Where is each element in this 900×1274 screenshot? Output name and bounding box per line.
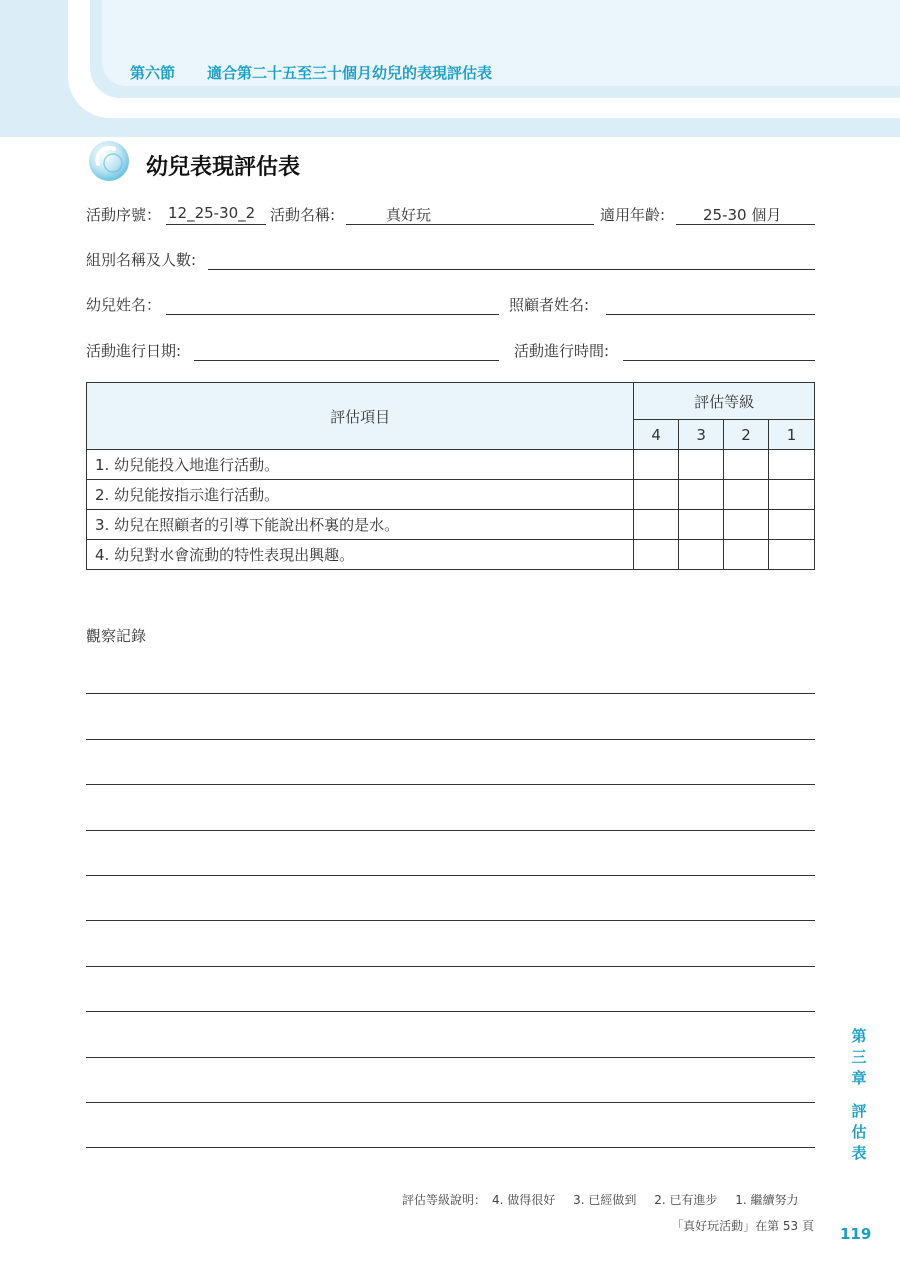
observation-line[interactable] — [86, 920, 815, 921]
observation-line[interactable] — [86, 693, 815, 694]
observation-line[interactable] — [86, 1102, 815, 1103]
table-row — [87, 540, 815, 570]
grade-cell[interactable] — [679, 480, 724, 510]
observation-line[interactable] — [86, 1057, 815, 1058]
grade-2: 2 — [724, 420, 769, 450]
observation-line[interactable] — [86, 830, 815, 831]
grade-cell[interactable] — [679, 510, 724, 540]
observation-line[interactable] — [86, 875, 815, 876]
grade-cell[interactable] — [679, 450, 724, 480]
grade-legend — [402, 1191, 799, 1208]
date-label: 活動進行日期: — [86, 342, 182, 360]
group-label: 組別名稱及人數: — [86, 251, 197, 269]
observation-line[interactable] — [86, 966, 815, 967]
item-text: 4. 幼兒對水會流動的特性表現出興趣。 — [87, 540, 634, 570]
grade-cell[interactable] — [724, 450, 769, 480]
observation-line[interactable] — [86, 1147, 815, 1148]
activity-name-label: 活動名稱: — [270, 206, 336, 224]
age-label: 適用年齡: — [600, 206, 666, 224]
grade-cell[interactable] — [769, 480, 815, 510]
table-row — [87, 510, 815, 540]
table-row — [87, 480, 815, 510]
group-line — [208, 249, 815, 270]
carer-name-line — [606, 294, 815, 315]
observation-line[interactable] — [86, 739, 815, 740]
item-text: 2. 幼兒能按指示進行活動。 — [87, 480, 634, 510]
grade-cell[interactable] — [724, 510, 769, 540]
time-label: 活動進行時間: — [514, 342, 610, 360]
child-name-line — [166, 294, 499, 315]
item-text: 3. 幼兒在照顧者的引導下能說出杯裏的是水。 — [87, 510, 634, 540]
item-text: 1. 幼兒能投入地進行活動。 — [87, 450, 634, 480]
grade-1: 1 — [769, 420, 815, 450]
grade-cell[interactable] — [769, 540, 815, 570]
info-row-datetime — [86, 340, 816, 366]
grade-cell[interactable] — [769, 450, 815, 480]
activity-no-label: 活動序號： — [86, 206, 162, 224]
chapter-name: 評 估 表 — [851, 1102, 867, 1162]
section-title: 適合第二十五至三十個月幼兒的表現評估表 — [207, 64, 493, 82]
chapter-number: 第 三 章 — [851, 1027, 867, 1087]
legend-grade-2: 2. 已有進步 — [654, 1193, 718, 1207]
grade-cell[interactable] — [679, 540, 724, 570]
activity-name-line — [346, 204, 594, 225]
grade-cell[interactable] — [724, 480, 769, 510]
grade-cell[interactable] — [634, 480, 679, 510]
grade-cell[interactable] — [724, 540, 769, 570]
form-title: 幼兒表現評估表 — [146, 155, 301, 180]
legend-grade-3: 3. 已經做到 — [573, 1193, 637, 1207]
item-header: 評估項目 — [87, 383, 634, 450]
assessment-table — [86, 382, 815, 570]
bubble-icon — [88, 140, 130, 182]
grade-cell[interactable] — [634, 540, 679, 570]
info-row-activity — [86, 204, 816, 230]
grade-header: 評估等級 — [634, 383, 815, 420]
activity-name-value: 真好玩 — [386, 206, 432, 224]
date-line — [194, 340, 499, 361]
info-row-group — [86, 249, 816, 275]
legend-label: 評估等級說明： — [402, 1193, 487, 1207]
legend-grade-1: 1. 繼續努力 — [735, 1193, 799, 1207]
section-number: 第六節 — [130, 64, 176, 82]
chapter-tab — [848, 1026, 870, 1164]
section-header — [130, 62, 492, 83]
info-row-names — [86, 294, 816, 320]
grade-3: 3 — [679, 420, 724, 450]
grade-cell[interactable] — [634, 450, 679, 480]
page-reference: 「真好玩活動」在第 53 頁 — [671, 1219, 814, 1233]
observation-line[interactable] — [86, 784, 815, 785]
page-number: 119 — [840, 1225, 872, 1243]
table-row — [87, 450, 815, 480]
observation-line[interactable] — [86, 1011, 815, 1012]
table-header-row — [87, 383, 815, 420]
activity-no-value: 12_25-30_2 — [168, 204, 256, 222]
child-name-label: 幼兒姓名： — [86, 296, 162, 314]
grade-4: 4 — [634, 420, 679, 450]
grade-cell[interactable] — [634, 510, 679, 540]
carer-name-label: 照顧者姓名: — [509, 296, 590, 314]
grade-cell[interactable] — [769, 510, 815, 540]
legend-grade-4: 4. 做得很好 — [492, 1193, 556, 1207]
time-line — [623, 340, 815, 361]
age-value: 25-30 個月 — [703, 206, 782, 224]
observation-title: 觀察記錄 — [86, 627, 147, 645]
